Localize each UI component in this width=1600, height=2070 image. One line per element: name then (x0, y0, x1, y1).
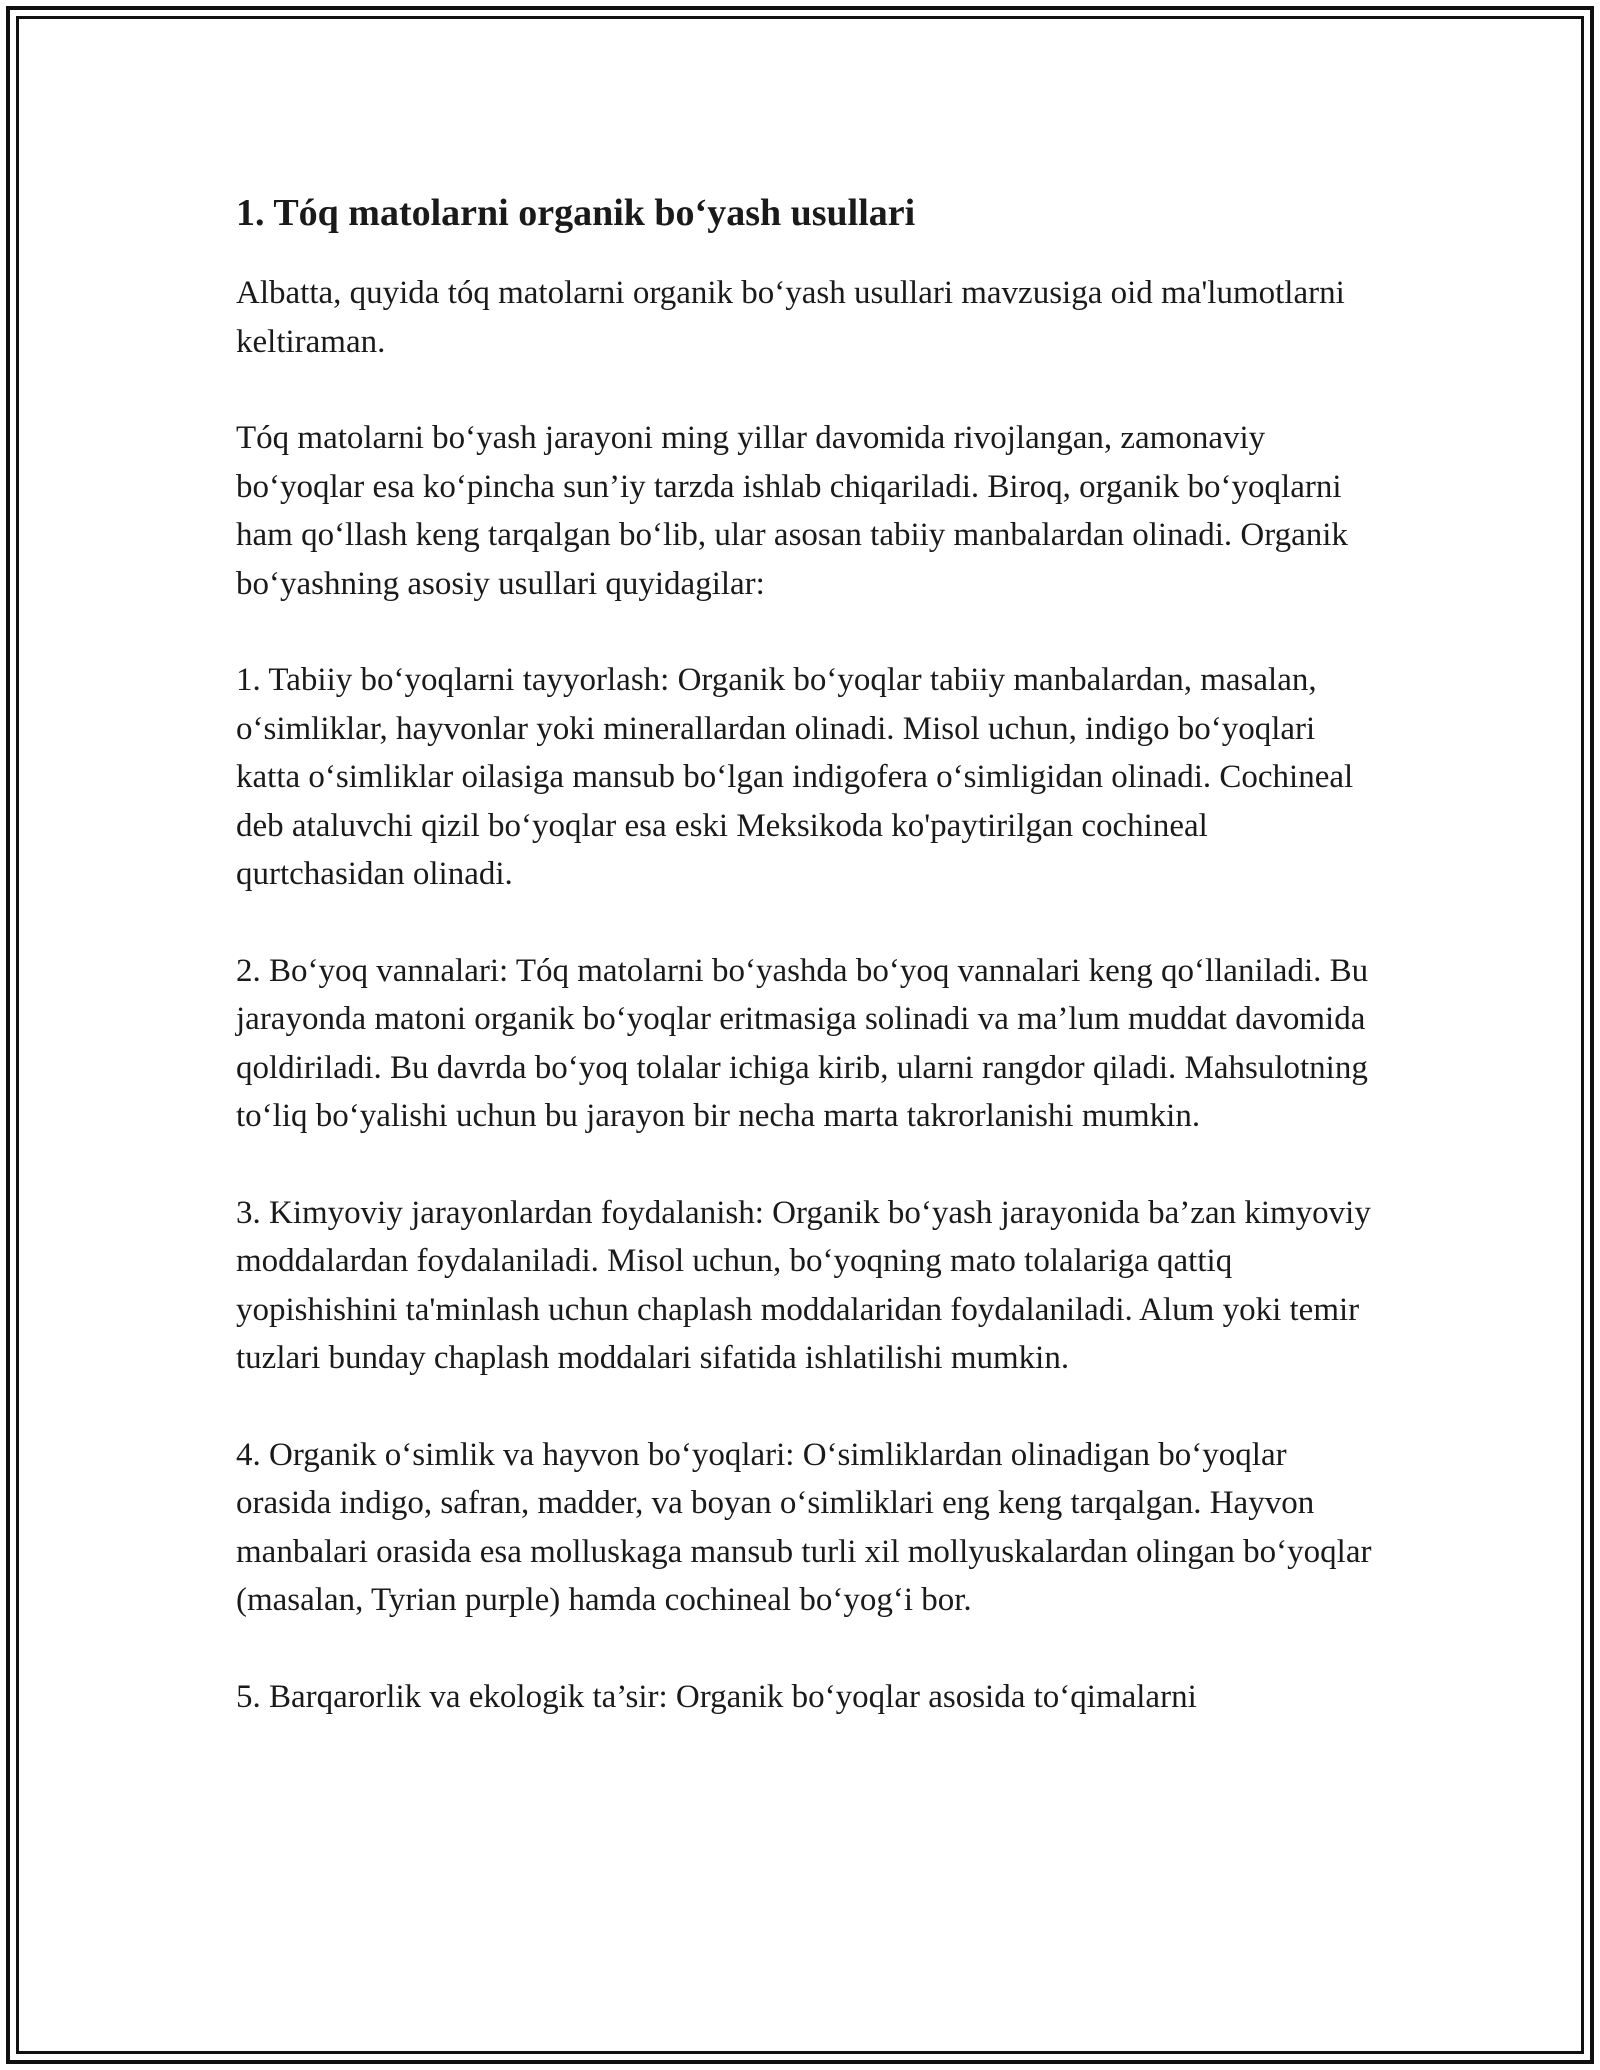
paragraph-intro: Albatta, quyida tóq matolarni organik bo‘yash usullari mavzusiga oid ma'lumotlarni keltiraman. (236, 275, 1345, 360)
document-title: 1. Tóq matolarni organik bo‘yash usullari (236, 192, 916, 234)
paragraph-item-1: 1. Tabiiy bo‘yoqlarni tayyorlash: Organik bo‘yoqlar tabiiy manbalardan, masalan, o‘simliklar, hayvonlar yoki minerallardan olinadi. Misol uchun, indigo bo‘yoqlari katta o‘simliklar oilasiga mansub bo‘lgan indigofera o‘simligidan olinadi. Cochineal deb ataluvchi qizil bo‘yoqlar esa eski Meksikoda ko'paytirilgan cochineal qurtchasidan olinadi. (236, 662, 1354, 892)
paragraph-item-4: 4. Organik o‘simlik va hayvon bo‘yoqlari: O‘simliklardan olinadigan bo‘yoqlar orasida indigo, safran, madder, va boyan o‘simliklari eng keng tarqalgan. Hayvon manbalari orasida esa molluskaga mansub turli xil mollyuskalardan olingan bo‘yoqlar (masalan, Tyrian purple) hamda cochineal bo‘yog‘i bor. (236, 1436, 1372, 1618)
paragraph-item-3: 3. Kimyoviy jarayonlardan foydalanish: Organik bo‘yash jarayonida ba’zan kimyoviy moddalardan foydalaniladi. Misol uchun, bo‘yoqning mato tolalariga qattiq yopishishini ta'minlash uchun chaplash moddalaridan foydalaniladi. Alum yoki temir tuzlari bunday chaplash moddalari sifatida ishlatilishi mumkin. (236, 1194, 1371, 1376)
document-body (236, 185, 1376, 1769)
paragraph-item-5: 5. Barqarorlik va ekologik ta’sir: Organik bo‘yoqlar asosida to‘qimalarni (236, 1678, 1197, 1715)
paragraph-overview: Tóq matolarni bo‘yash jarayoni ming yillar davomida rivojlangan, zamonaviy bo‘yoqlar esa ko‘pincha sun’iy tarzda ishlab chiqariladi. Biroq, organik bo‘yoqlarni ham qo‘llash keng tarqalgan bo‘lib, ular asosan tabiiy manbalardan olinadi. Organik bo‘yashning asosiy usullari quyidagilar: (236, 420, 1348, 602)
paragraph-item-2: 2. Bo‘yoq vannalari: Tóq matolarni bo‘yashda bo‘yoq vannalari keng qo‘llaniladi. Bu jarayonda matoni organik bo‘yoqlar eritmasiga solinadi va ma’lum muddat davomida qoldiriladi. Bu davrda bo‘yoq tolalar ichiga kirib, ularni rangdor qiladi. Mahsulotning to‘liq bo‘yalishi uchun bu jarayon bir necha marta takrorlanishi mumkin. (236, 952, 1369, 1134)
